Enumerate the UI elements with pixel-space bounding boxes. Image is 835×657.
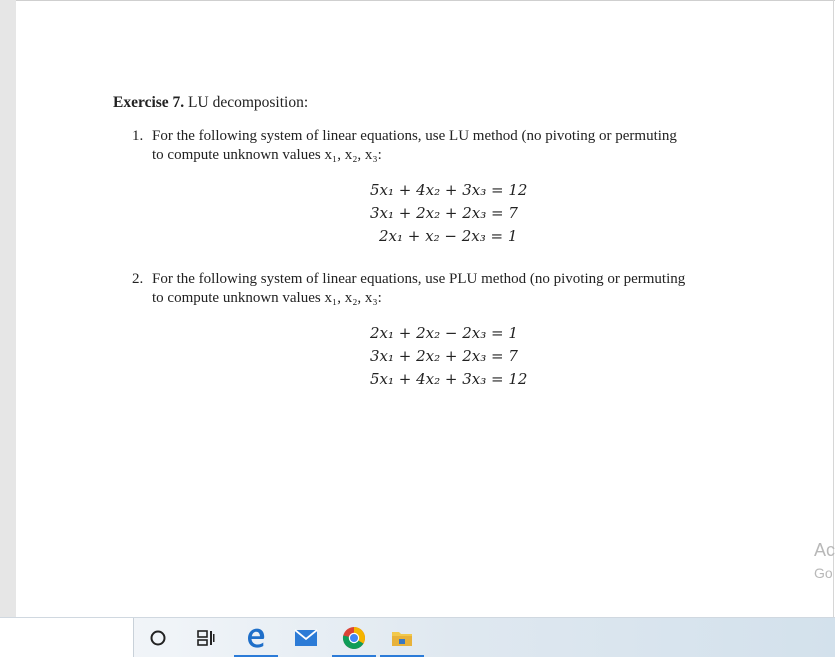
search-button[interactable] bbox=[134, 618, 182, 657]
exercise-title: LU decomposition: bbox=[188, 94, 309, 111]
file-explorer-icon bbox=[390, 628, 414, 648]
exercise-heading bbox=[113, 93, 308, 113]
left-gutter bbox=[0, 0, 16, 617]
problem-text-line-2: to compute unknown values x₁, x₂, x₃: bbox=[152, 147, 382, 163]
problem-number: 1. bbox=[132, 128, 144, 144]
exercise-number: Exercise 7. bbox=[113, 94, 185, 111]
taskbar bbox=[0, 617, 835, 657]
mail-button[interactable] bbox=[282, 618, 330, 657]
equation: 5x₁ + 4x₂ + 3x₃ = 12 bbox=[370, 370, 528, 388]
chrome-icon bbox=[342, 626, 366, 650]
problem-text-line-2: to compute unknown values x₁, x₂, x₃: bbox=[152, 290, 382, 306]
equation-system-1 bbox=[370, 179, 527, 248]
mail-icon bbox=[294, 629, 318, 647]
equation-system-2 bbox=[370, 322, 527, 391]
problem-text-line-1: For the following system of linear equations, use PLU method (no pivoting or permuting bbox=[152, 271, 686, 287]
equation: 2x₁ + 2x₂ − 2x₃ = 1 bbox=[370, 324, 518, 342]
equation: 2x₁ + x₂ − 2x₃ = 1 bbox=[379, 227, 518, 245]
equation: 3x₁ + 2x₂ + 2x₃ = 7 bbox=[370, 204, 518, 222]
file-explorer-button[interactable] bbox=[378, 618, 426, 657]
edge-button[interactable] bbox=[232, 618, 280, 657]
edge-icon bbox=[245, 627, 267, 649]
taskbar-blank-area bbox=[0, 618, 134, 657]
chrome-button[interactable] bbox=[330, 618, 378, 657]
task-view-icon bbox=[196, 629, 216, 647]
equation: 3x₁ + 2x₂ + 2x₃ = 7 bbox=[370, 347, 518, 365]
search-circle-icon bbox=[149, 629, 167, 647]
problem-number: 2. bbox=[132, 271, 144, 287]
activation-watermark-line-2: Go bbox=[814, 565, 833, 581]
task-view-button[interactable] bbox=[182, 618, 230, 657]
document-page bbox=[16, 0, 833, 617]
problem-text-line-1: For the following system of linear equations, use LU method (no pivoting or permuting bbox=[152, 128, 677, 144]
activation-watermark-line-1: Ac bbox=[814, 540, 835, 560]
equation: 5x₁ + 4x₂ + 3x₃ = 12 bbox=[370, 181, 528, 199]
right-border bbox=[833, 0, 834, 617]
